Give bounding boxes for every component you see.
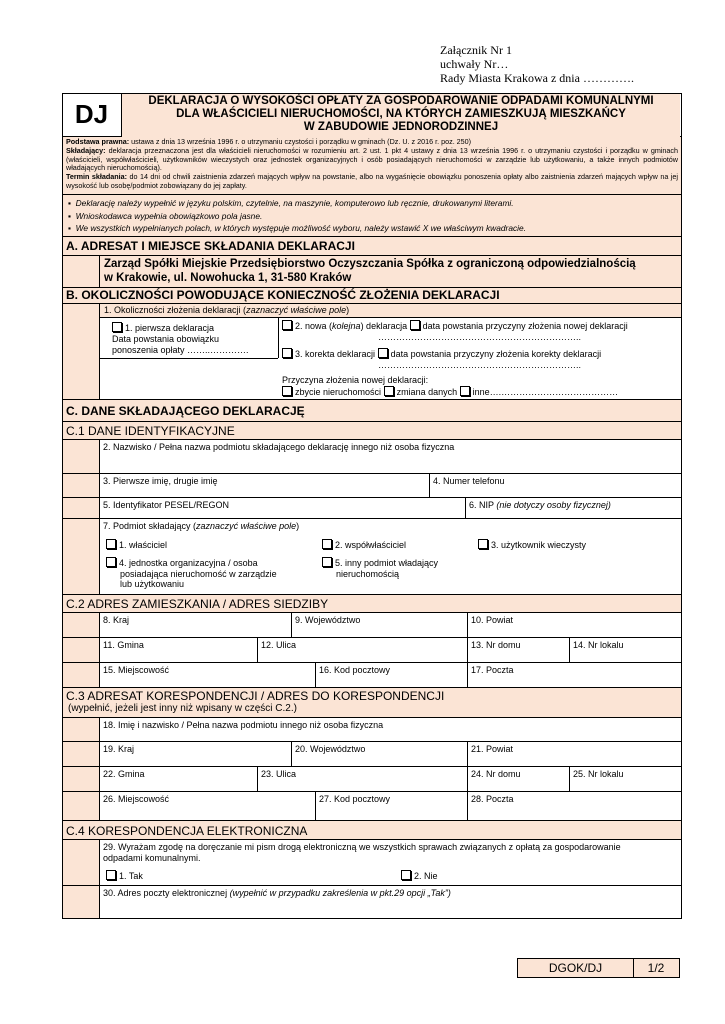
field-6-label: 6. NIP (nie dotyczy osoby fizycznej) <box>469 500 611 510</box>
field-8-label: 8. Kraj <box>100 613 292 637</box>
legal-basis-label: Podstawa prawna: <box>66 137 130 146</box>
field-5-label: 5. Identyfikator PESEL/REGON <box>100 498 466 518</box>
form-title-line-1: DEKLARACJA O WYSOKOŚCI OPŁATY ZA GOSPODAROWANIE ODPADAMI KOMUNALNYMI <box>148 95 654 107</box>
field-12-label: 12. Ulica <box>258 638 468 662</box>
option-email-no: 2. Nie <box>398 868 548 884</box>
option-owner: 1. właściciel <box>103 537 303 553</box>
attachment-note <box>440 43 634 85</box>
address-row-2 <box>62 638 682 663</box>
checkbox-new-declaration-date[interactable] <box>410 320 420 330</box>
field-9-label: 9. Województwo <box>292 613 468 637</box>
field-14-label: 14. Nr lokalu <box>573 640 624 650</box>
section-c2-title: C.2 ADRES ZAMIESZKANIA / ADRES SIEDZIBY <box>62 595 682 613</box>
form-title-line-2: DLA WŁAŚCICIELI NIERUCHOMOŚCI, NA KTÓRYCH ZAMIESZKUJĄ MIESZKAŃCY <box>176 108 626 120</box>
filer-text: Składający: deklaracja przeznaczona jest dla właścicieli nieruchomości w rozumieniu art. 2 ust. 1 pkt 4 ustawy z dnia 13 września 1996 r. o utrzymaniu czystości i porządku w gminach (właścicieli, współwłaścicieli, użytkowników wieczystych oraz jednostek organizacyjnych i osób posiadających nieruchomości w zarządzie lub użytkowaniu, a także innych podmiotów władających nieruchomością). <box>66 145 678 173</box>
form-title-line-3: W ZABUDOWIE JEDNORODZINNEJ <box>303 121 499 133</box>
correspondence-row-2 <box>62 767 682 792</box>
field-26-label: 26. Miejscowość <box>100 792 316 820</box>
instruction-item: ▪ Wnioskodawca wypełnia obowiązkowo pola jasne. <box>68 210 263 221</box>
legal-basis-text: Podstawa prawna: ustawa z dnia 13 września 1996 r. o utrzymaniu czystości i porządku w gminach (Dz. U. z 2016 r. poz. 250) <box>66 137 472 146</box>
field-18-row <box>62 718 682 742</box>
field-18-label: 18. Imię i nazwisko / Pełna nazwa podmiotu innego niż osoba fizyczna <box>103 720 384 730</box>
form-title <box>122 94 680 137</box>
attachment-line-1: Załącznik Nr 1 <box>440 43 512 57</box>
footer-code: DGOK/DJ <box>518 959 634 977</box>
checkbox-owner[interactable] <box>106 539 116 549</box>
field-25-label: 25. Nr lokalu <box>573 769 624 779</box>
address-row-3 <box>62 663 682 688</box>
footer-box <box>517 958 680 978</box>
attachment-line-3: Rady Miasta Krakowa z dnia …………. <box>440 71 634 85</box>
checkbox-co-owner[interactable] <box>322 539 332 549</box>
checkbox-reason-data-change[interactable] <box>384 386 394 396</box>
section-c1-title: C.1 DANE IDENTYFIKACYJNE <box>62 422 682 440</box>
checkbox-new-declaration[interactable] <box>282 320 292 330</box>
option-new-declaration: 2. nowa (kolejna) deklaracja data powstania przyczyny złożenia nowej deklaracji ………………………………………………………….. <box>280 320 680 343</box>
section-b-title: B. OKOLICZNOŚCI POWODUJĄCE KONIECZNOŚĆ ZŁOŻENIA DEKLARACJI <box>62 288 682 304</box>
instructions <box>62 195 682 237</box>
field-4-label: 4. Numer telefonu <box>433 476 505 486</box>
field-7-label: 7. Podmiot składający (zaznaczyć właściwe pole) <box>103 521 300 531</box>
address-row-1 <box>62 613 682 638</box>
addressee-text: Zarząd Spółki Miejskie Przedsiębiorstwo Oczyszczania Spółka z ograniczoną odpowiedzialnością w Krakowie, ul. Nowohucka 1, 31-580 Kraków <box>104 258 636 284</box>
field-10-label: 10. Powiat <box>471 615 514 625</box>
field-22-label: 22. Gmina <box>100 767 258 791</box>
field-5-6-row <box>62 498 682 519</box>
section-a-title: A. ADRESAT I MIEJSCE SKŁADANIA DEKLARACJI <box>62 237 682 256</box>
checkbox-reason-other[interactable] <box>460 386 470 396</box>
checkbox-correction[interactable] <box>282 348 292 358</box>
option-email-yes: 1. Tak <box>103 868 303 884</box>
page-number: 1/2 <box>647 961 665 975</box>
field-19-label: 19. Kraj <box>100 742 292 766</box>
checkbox-email-yes[interactable] <box>106 870 116 880</box>
field-28-label: 28. Poczta <box>471 794 514 804</box>
checkbox-email-no[interactable] <box>401 870 411 880</box>
field-24-label: 24. Nr domu <box>468 767 570 791</box>
checkbox-other-entity[interactable] <box>322 557 332 567</box>
correspondence-row-3 <box>62 792 682 821</box>
field-2-label: 2. Nazwisko / Pełna nazwa podmiotu składającego deklarację innego niż osoba fizyczna <box>103 442 455 452</box>
field-30-row <box>62 886 682 919</box>
option-co-owner: 2. współwłaściciel <box>319 537 469 553</box>
field-13-label: 13. Nr domu <box>468 638 570 662</box>
checkbox-correction-date[interactable] <box>378 348 388 358</box>
section-a-body <box>62 256 682 288</box>
checkbox-organizational-unit[interactable] <box>106 557 116 567</box>
new-declaration-reason: Przyczyna złożenia nowej deklaracji: zbycie nieruchomości zmiana danych inne….………………………………… <box>282 375 619 397</box>
attachment-line-2: uchwały Nr… <box>440 57 509 71</box>
option-first-declaration: 1. pierwsza deklaracja Data powstania obowiązku ponoszenia opłaty ……..…………. <box>112 323 249 355</box>
title-row <box>62 93 682 137</box>
section-c3-title: C.3 ADRESAT KORESPONDENCJI / ADRES DO KORESPONDENCJI (wypełnić, jeżeli jest inny niż wpisany w części C.2.) <box>62 688 682 718</box>
field-20-label: 20. Województwo <box>292 742 468 766</box>
field-29-label: 29. Wyrażam zgodę na doręczanie mi pism drogą elektroniczną we wszystkich sprawach związanych z opłatą za gospodarowanie odpadami komunalnymi. <box>103 842 621 863</box>
legal-basis <box>62 137 682 195</box>
field-3-label: 3. Pierwsze imię, drugie imię <box>100 474 430 497</box>
field-21-label: 21. Powiat <box>471 744 514 754</box>
deadline-text: Termin składania: do 14 dni od chwili zaistnienia zdarzeń mających wpływ na powstanie, albo na wygaśnięcie obowiązku ponoszenia opłaty albo zaistnienia zdarzeń mających wpływ na jej wysokość lub osobę/podmiot zobowiązany do jej zapłaty. <box>66 172 678 190</box>
field-7-row <box>62 519 682 595</box>
field-27-label: 27. Kod pocztowy <box>316 792 468 820</box>
field-1-label: 1. Okoliczności złożenia deklaracji (zaznaczyć właściwe pole) <box>100 304 682 318</box>
field-23-label: 23. Ulica <box>258 767 468 791</box>
field-30-label: 30. Adres poczty elektronicznej (wypełnić w przypadku zakreślenia w pkt.29 opcji „Tak”) <box>103 888 451 898</box>
checkbox-first-declaration[interactable] <box>112 322 122 332</box>
instruction-item: ▪ Deklarację należy wypełnić w języku polskim, czytelnie, na maszynie, komputerowo lub ręcznie, drukowanymi literami. <box>68 198 514 208</box>
option-organizational-unit: 4. jednostka organizacyjna / osoba posiadająca nieruchomość w zarządzie lub użytkowaniu <box>103 555 313 592</box>
option-other-entity: 5. inny podmiot władający nieruchomością <box>319 555 469 581</box>
section-c-title: C. DANE SKŁADAJĄCEGO DEKLARACJĘ <box>62 400 682 422</box>
filer-label: Składający: <box>66 145 106 155</box>
form-code: DJ <box>62 94 122 137</box>
option-correction: 3. korekta deklaracji data powstania przyczyny złożenia korekty deklaracji ………………………………………………………….. <box>280 348 680 371</box>
field-29-row <box>62 840 682 886</box>
section-b-body <box>62 304 682 400</box>
field-3-4-row <box>62 474 682 498</box>
field-11-label: 11. Gmina <box>100 638 258 662</box>
section-c4-title: C.4 KORESPONDENCJA ELEKTRONICZNA <box>62 821 682 840</box>
field-2-row <box>62 440 682 474</box>
section-c3-note: (wypełnić, jeżeli jest inny niż wpisany w części C.2.) <box>68 703 297 714</box>
option-perpetual-user: 3. użytkownik wieczysty <box>475 537 675 553</box>
deadline-label: Termin składania: <box>66 172 128 182</box>
field-17-label: 17. Poczta <box>471 665 514 675</box>
checkbox-perpetual-user[interactable] <box>478 539 488 549</box>
correspondence-row-1 <box>62 742 682 767</box>
checkbox-reason-sale[interactable] <box>282 386 292 396</box>
field-16-label: 16. Kod pocztowy <box>316 663 468 687</box>
field-15-label: 15. Miejscowość <box>100 663 316 687</box>
instruction-item: ▪ We wszystkich wypełnianych polach, w których występuje możliwość wyboru, należy wstawić X we właściwym kwadracie. <box>68 223 527 233</box>
